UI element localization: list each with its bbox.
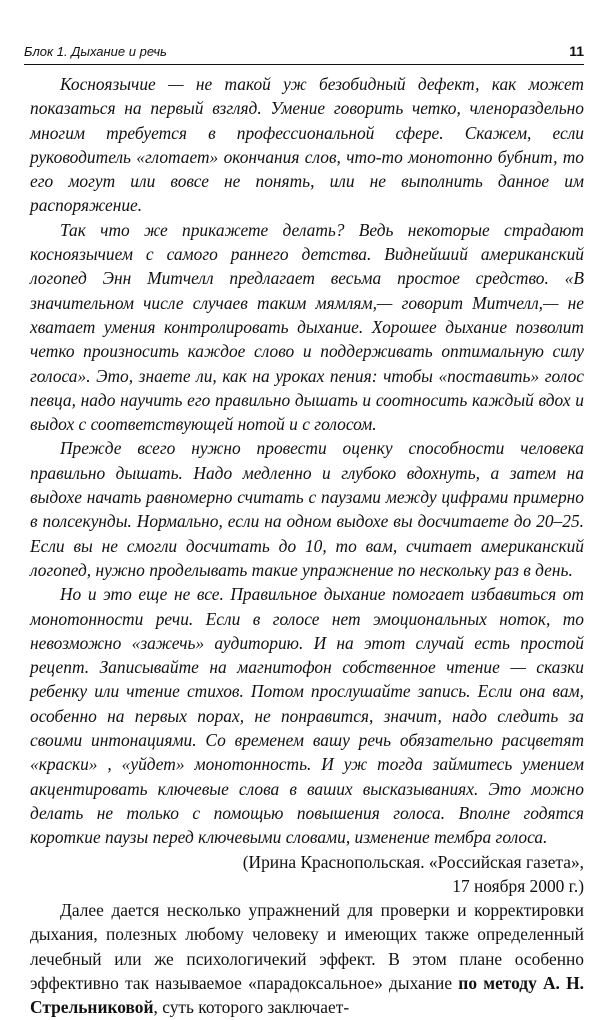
attribution-line-2: 17 ноября 2000 г.) xyxy=(452,875,584,896)
closing-text-after: , суть которого заключает- xyxy=(153,997,350,1018)
quote-attribution xyxy=(30,850,584,899)
quote-paragraph: Косноязычие — не такой уж безобидный дефект, как может показаться на первый взгляд. Умение говорить четко, членораздельно многим требуется в профессиональной сфере. Скажем, если руководитель «глотает» окончания слов, что-то монотонно бубнит, то его могут или вовсе не понять, или не выполнить данное им распоряжение. xyxy=(30,74,584,216)
quote-paragraph: Так что же прикажете делать? Ведь некоторые страдают косноязычием с самого раннего детства. Виднейший американский логопед Энн Митчелл предлагает весьма простое средство. «В значительном числе случаев таким мямлям,— говорит Митчелл,— не хватает умения контролировать дыхание. Хорошее дыхание позволит четко произносить каждое слово и поддерживать оптимальную силу голоса». Это, знаете ли, как на уроках пения: чтобы «поставить» голос певца, надо научить его правильно дышать и соотносить каждый вдох и выдох с соответствующей нотой и с голосом. xyxy=(30,219,584,435)
closing-text-before: Далее дается несколько упражнений для проверки и корректировки дыхания, полезных любому человеку и имеющих также определенный лечебный или же психологичекий эффект. В этом плане особенно эффективно так называемое «парадоксальное» дыхание xyxy=(30,900,584,993)
running-header xyxy=(24,40,584,65)
section-title: Блок 1. Дыхание и речь xyxy=(24,44,167,59)
closing-paragraph xyxy=(30,898,584,1019)
page-body xyxy=(30,72,584,1020)
quote-paragraph: Но и это еще не все. Правильное дыхание помогает избавиться от монотонности речи. Если в голосе нет эмоциональных ноток, то невозможно «зажечь» аудиторию. И на этот случай есть простой рецепт. Записывайте на магнитофон собственное чтение — сказки ребенку или чтение стихов. Потом прослушайте запись. Если она вам, особенно на первых порах, не понравится, значит, надо следить за своими интонациями. Со временем вашу речь обязательно расцветят «краски» , «уйдет» монотонность. И уж тогда займитесь умением акцентировать ключевые слова в ваших высказываниях. Это можно делать не только с помощью повышения голоса. Вполне годятся короткие паузы перед ключевыми словами, изменение тембра голоса. xyxy=(30,584,584,848)
method-name-bold: по методу А. Н. Стрельниковой xyxy=(30,972,584,1018)
page-number: 11 xyxy=(569,43,584,59)
attribution-line-1: (Ирина Краснопольская. «Российская газета», xyxy=(242,851,584,872)
quote-paragraph: Прежде всего нужно провести оценку способности человека правильно дышать. Надо медленно и глубоко вдохнуть, а затем на выдохе начать равномерно считать с паузами между цифрами примерно в полсекунды. Нормально, если на одном выдохе вы досчитаете до 20–25. Если вы не смогли досчитать до 10, то вам, считает американский логопед, нужно проделывать такие упражнение по нескольку раз в день. xyxy=(30,438,584,580)
